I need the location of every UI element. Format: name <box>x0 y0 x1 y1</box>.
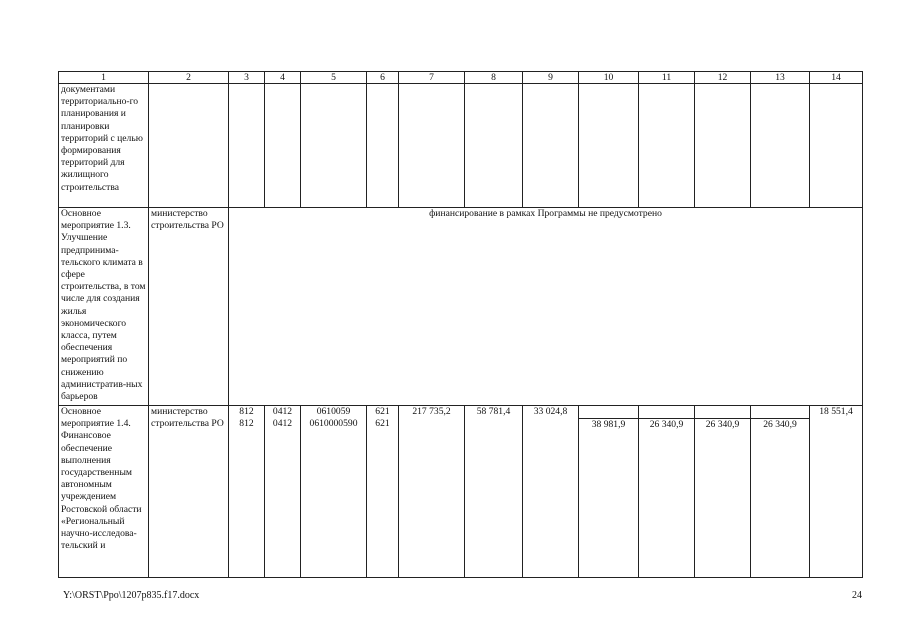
code-cell: 621 <box>367 406 399 419</box>
code-cell: 0610000590 <box>301 418 367 577</box>
amount-cell: 26 340,9 <box>751 418 810 577</box>
code-cell: 0412 <box>265 406 301 419</box>
financing-note: финансирование в рамках Программы не предусмотрено <box>229 208 863 406</box>
header-cell: 9 <box>523 72 579 84</box>
measure-description: Основное мероприятие 1.4. Финансовое обеспечение выполнения государственным автономным учреждением Ростовской области «Региональный научно-исследова-тельский и <box>59 406 149 578</box>
code-cell: 812 <box>229 418 265 577</box>
code-cell: 0610059 <box>301 406 367 419</box>
executor-cell: министерство строительства РО <box>149 406 229 578</box>
executor-cell <box>149 84 229 208</box>
code-cell: 812 <box>229 406 265 419</box>
header-cell: 8 <box>465 72 523 84</box>
header-cell: 3 <box>229 72 265 84</box>
header-cell: 10 <box>579 72 639 84</box>
header-cell: 12 <box>695 72 751 84</box>
footer-file-path: Y:\ORST\Ppo\1207p835.f17.docx <box>63 590 200 601</box>
table-row <box>59 406 863 419</box>
header-cell: 5 <box>301 72 367 84</box>
code-cell: 0412 <box>265 418 301 577</box>
header-cell: 4 <box>265 72 301 84</box>
header-cell: 14 <box>810 72 863 84</box>
measure-description: документами территориально-го планирования и планировки территорий с целью формирования территорий для жилищного строительства <box>59 84 149 208</box>
amount-cell: 58 781,4 <box>465 406 523 578</box>
table-row <box>59 208 863 406</box>
code-cell: 621 <box>367 418 399 577</box>
table-row <box>59 84 863 208</box>
measure-description: Основное мероприятие 1.3. Улучшение предпринима-тельского климата в сфере строительства, в том числе для создания жилья экономического класса, путем обеспечения мероприятий по снижению административ-ных барьеров <box>59 208 149 406</box>
amount-cell: 33 024,8 <box>523 406 579 578</box>
amount-cell: 38 981,9 <box>579 418 639 577</box>
header-cell: 6 <box>367 72 399 84</box>
amount-cell: 18 551,4 <box>810 406 863 578</box>
amount-cell: 26 340,9 <box>695 418 751 577</box>
executor-cell: министерство строительства РО <box>149 208 229 406</box>
header-cell: 1 <box>59 72 149 84</box>
header-cell: 13 <box>751 72 810 84</box>
header-cell: 7 <box>399 72 465 84</box>
header-row <box>59 72 863 84</box>
amount-cell: 217 735,2 <box>399 406 465 578</box>
header-cell: 11 <box>639 72 695 84</box>
program-table <box>58 71 863 578</box>
page-number: 24 <box>852 590 862 601</box>
amount-cell: 26 340,9 <box>639 418 695 577</box>
header-cell: 2 <box>149 72 229 84</box>
